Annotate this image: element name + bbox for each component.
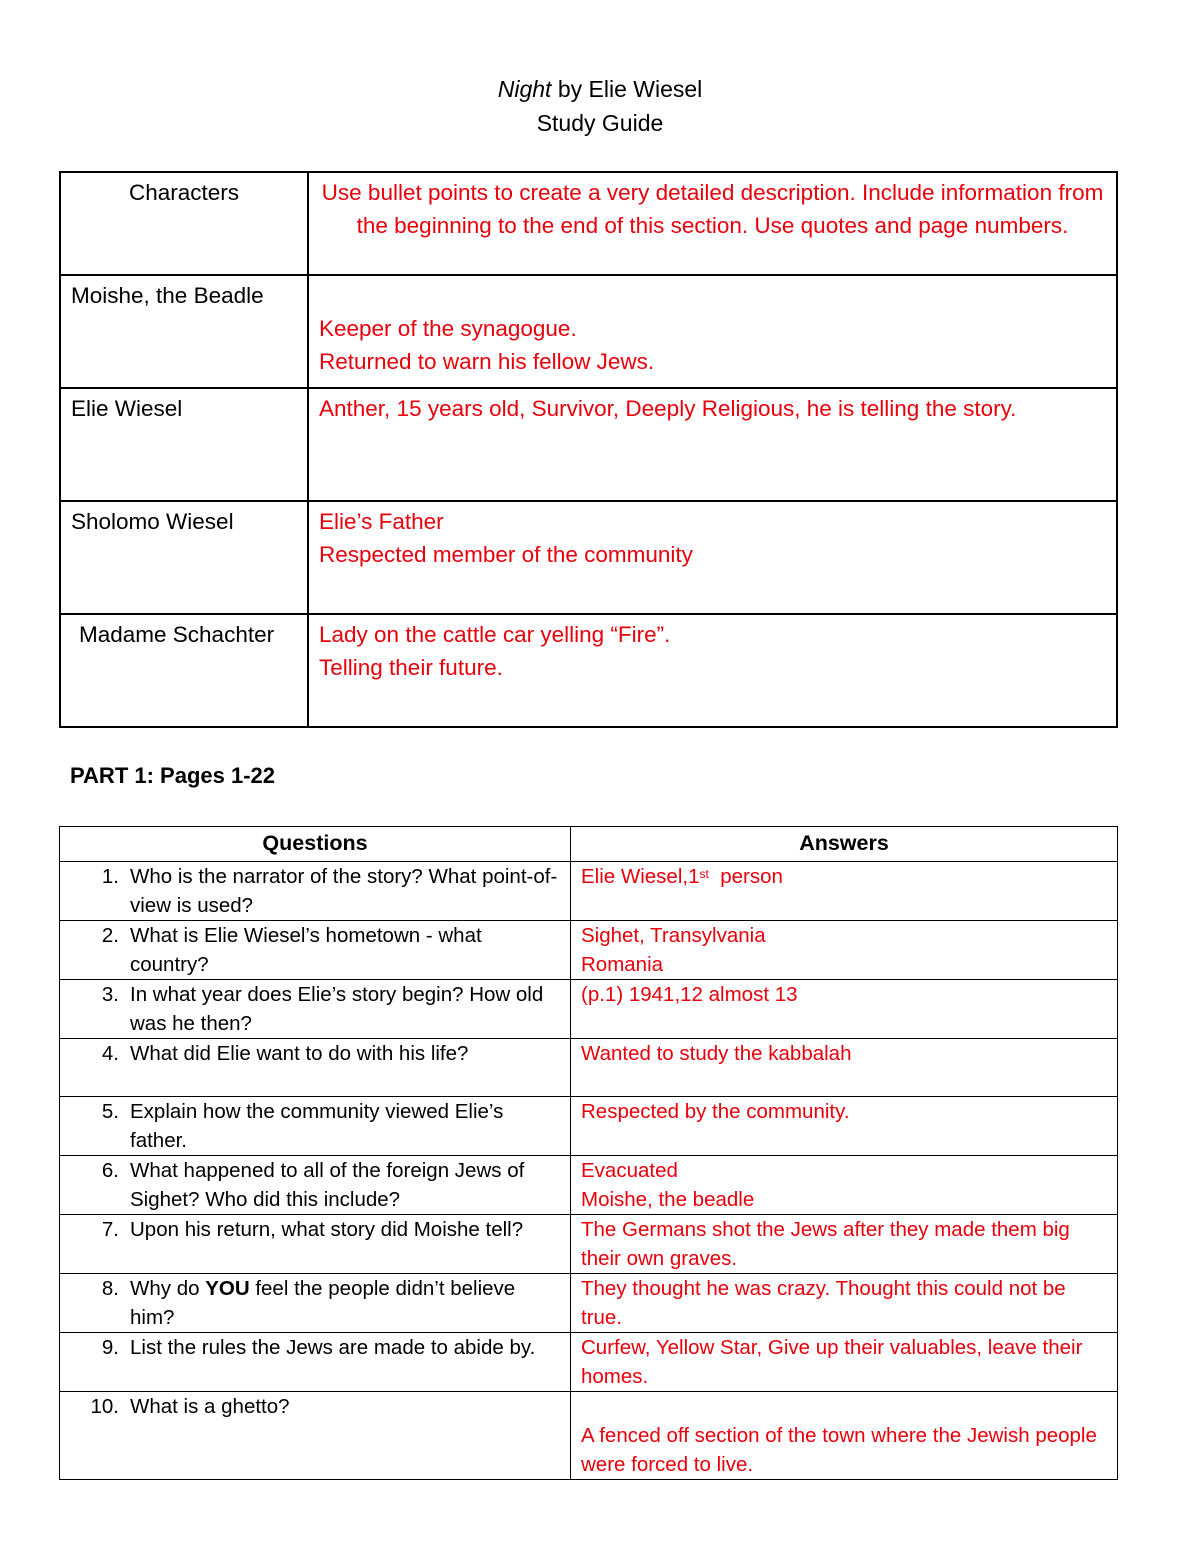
answer-line — [581, 1392, 1107, 1421]
table-row — [60, 862, 1118, 921]
question-text: Explain how the community viewed Elie’s father. — [130, 1100, 504, 1152]
answer-text: person — [708, 865, 783, 888]
table-row — [60, 1215, 1118, 1274]
character-description — [308, 275, 1117, 388]
question-number: 3. — [101, 983, 119, 1006]
answer-cell — [571, 1215, 1118, 1274]
answer-cell — [571, 921, 1118, 980]
questions-header: Questions — [60, 827, 571, 862]
table-row — [60, 1039, 1118, 1097]
answer-line: Curfew, Yellow Star, Give up their valuables, leave their homes. — [581, 1336, 1083, 1388]
description-line: Respected member of the community — [319, 542, 693, 567]
subtitle: Study Guide — [536, 110, 664, 136]
question-text-part: feel the people didn’t believe him? — [130, 1277, 521, 1329]
question-text — [130, 1274, 560, 1332]
character-description — [308, 501, 1117, 614]
description-header: Use bullet points to create a very detailed description. Include information from the beginning to the end of this section. Use quotes and page numbers. — [308, 172, 1117, 275]
question-cell — [60, 1097, 571, 1156]
question-text: What did Elie want to do with his life? — [130, 1042, 469, 1065]
answer-cell — [571, 1274, 1118, 1333]
questions-table — [59, 826, 1118, 1480]
answer-cell — [571, 1156, 1118, 1215]
question-text-part: Why do — [130, 1277, 206, 1300]
question-cell — [60, 1392, 571, 1480]
characters-header: Characters — [60, 172, 308, 275]
question-number: 5. — [101, 1100, 119, 1123]
question-number: 4. — [101, 1042, 119, 1065]
character-name: Sholomo Wiesel — [60, 501, 308, 614]
answer-line: (p.1) 1941,12 almost 13 — [581, 983, 798, 1006]
description-line: Keeper of the synagogue. — [319, 316, 577, 341]
question-cell — [60, 980, 571, 1039]
question-emphasis: YOU — [205, 1277, 250, 1300]
question-text: In what year does Elie’s story begin? How old was he then? — [130, 983, 544, 1035]
description-line: Anther, 15 years old, Survivor, Deeply Religious, he is telling the story. — [319, 396, 1017, 421]
book-title: Night — [497, 76, 552, 102]
answer-line: Romania — [581, 953, 664, 976]
question-number: 6. — [101, 1159, 119, 1182]
description-line: Elie’s Father — [319, 509, 444, 534]
question-cell — [60, 1333, 571, 1392]
byline: by Elie Wiesel — [551, 76, 703, 102]
question-cell — [60, 1215, 571, 1274]
table-row — [60, 1156, 1118, 1215]
table-row — [60, 980, 1118, 1039]
character-name: Moishe, the Beadle — [60, 275, 308, 388]
table-row — [60, 1274, 1118, 1333]
characters-table — [59, 171, 1118, 728]
character-name: Madame Schachter — [60, 614, 308, 727]
answer-cell — [571, 980, 1118, 1039]
question-text: What happened to all of the foreign Jews of Sighet? Who did this include? — [130, 1159, 525, 1211]
question-cell — [60, 921, 571, 980]
character-description — [308, 388, 1117, 501]
answer-line: Respected by the community. — [581, 1100, 850, 1123]
question-text: What is Elie Wiesel’s hometown - what country? — [130, 924, 482, 976]
question-text: Upon his return, what story did Moishe tell? — [130, 1218, 524, 1241]
question-cell — [60, 1039, 571, 1097]
answer-cell — [571, 1097, 1118, 1156]
answer-line: Evacuated — [581, 1159, 678, 1182]
table-row — [60, 1392, 1118, 1480]
part-heading: PART 1: Pages 1-22 — [70, 763, 276, 788]
question-cell — [60, 1156, 571, 1215]
answer-line: Wanted to study the kabbalah — [581, 1042, 852, 1065]
answer-line: The Germans shot the Jews after they made them big their own graves. — [581, 1218, 1070, 1270]
answer-line: A fenced off section of the town where the Jewish people were forced to live. — [581, 1424, 1097, 1476]
answer-cell — [571, 1333, 1118, 1392]
answer-cell — [571, 862, 1118, 921]
character-description — [308, 614, 1117, 727]
question-number: 10. — [90, 1395, 119, 1418]
answer-line: Sighet, Transylvania — [581, 924, 766, 947]
question-number: 9. — [101, 1336, 119, 1359]
table-row — [60, 388, 1117, 501]
answers-header: Answers — [571, 827, 1118, 862]
table-header-row — [60, 827, 1118, 862]
question-cell — [60, 862, 571, 921]
question-number: 7. — [101, 1218, 119, 1241]
answer-superscript: st — [699, 867, 709, 881]
table-row — [60, 501, 1117, 614]
answer-cell — [571, 1392, 1118, 1480]
table-row — [60, 614, 1117, 727]
question-number: 1. — [101, 865, 119, 888]
table-row — [60, 921, 1118, 980]
description-line: Lady on the cattle car yelling “Fire”. — [319, 622, 671, 647]
answer-cell — [571, 1039, 1118, 1097]
question-text: What is a ghetto? — [130, 1395, 290, 1418]
question-number: 8. — [101, 1277, 119, 1300]
title-line — [0, 72, 1200, 106]
question-text: List the rules the Jews are made to abide by. — [130, 1336, 536, 1359]
table-row — [60, 1333, 1118, 1392]
document-title — [0, 72, 1200, 140]
answer-line: They thought he was crazy. Thought this could not be true. — [581, 1277, 1066, 1329]
table-row — [60, 1097, 1118, 1156]
question-number: 2. — [101, 924, 119, 947]
description-line: Telling their future. — [319, 655, 503, 680]
table-row — [60, 275, 1117, 388]
character-name: Elie Wiesel — [60, 388, 308, 501]
table-header-row — [60, 172, 1117, 275]
answer-text: Elie Wiesel,1 — [581, 865, 700, 888]
question-cell — [60, 1274, 571, 1333]
question-text: Who is the narrator of the story? What point-of-view is used? — [130, 865, 558, 917]
description-line: Returned to warn his fellow Jews. — [319, 349, 655, 374]
description-line — [319, 279, 1106, 312]
answer-line: Moishe, the beadle — [581, 1188, 755, 1211]
